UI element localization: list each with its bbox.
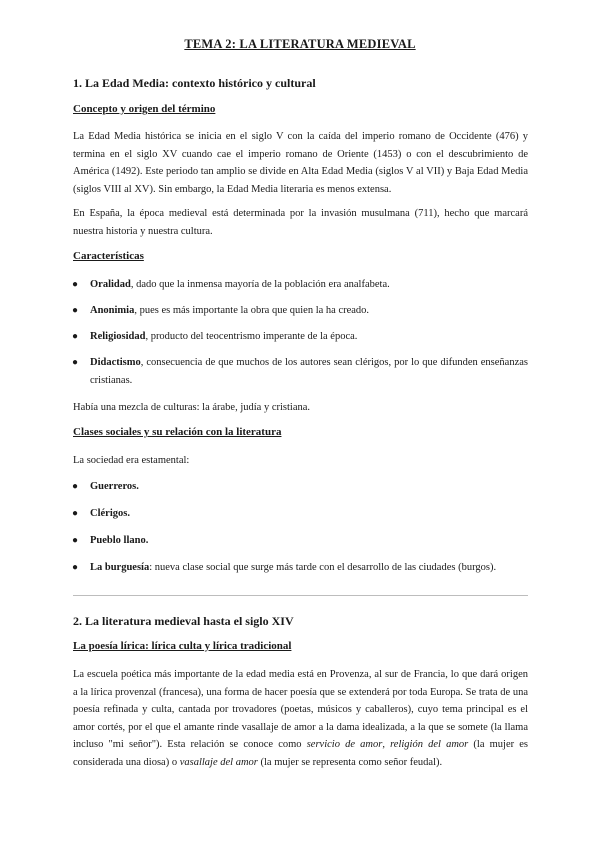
list-item: ● Guerreros.: [90, 478, 528, 496]
bullet-icon: ●: [72, 562, 79, 573]
bullet-icon: ●: [72, 535, 79, 546]
list-item: ● Pueblo llano.: [90, 532, 528, 550]
section-1-heading: 1. La Edad Media: contexto histórico y cultural: [73, 76, 316, 90]
document-title: TEMA 2: LA LITERATURA MEDIEVAL: [184, 37, 416, 51]
bullet-icon: ●: [72, 357, 79, 368]
list-item: ● La burguesía: nueva clase social que surge más tarde con el desarrollo de las ciudades (burgos).: [90, 559, 528, 577]
bullet-icon: ●: [72, 331, 79, 342]
concept-paragraph-1: La Edad Media histórica se inicia en el siglo V con la caída del imperio romano de Occidente (476) y termina en el siglo XV cuando cae el imperio romano de Oriente (1453) o con el descubrimiento de América (1492). Este periodo tan amplio se divide en Alta Edad Media (siglos V al VII) y Baja Edad Media (siglos VIII al XV). Sin embargo, la Edad Media literaria es menos extensa.: [73, 131, 528, 195]
list-item: ● Clérigos.: [90, 505, 528, 523]
bullet-icon: ●: [72, 481, 79, 492]
section-2-heading: 2. La literatura medieval hasta el siglo XIV: [73, 614, 294, 628]
list-item: ● Oralidad, dado que la inmensa mayoría de la población era analfabeta.: [90, 276, 528, 294]
list-item: ● Religiosidad, producto del teocentrismo imperante de la época.: [90, 328, 528, 346]
classes-heading: Clases sociales y su relación con la literatura: [73, 426, 282, 438]
concept-paragraph-2: En España, la época medieval está determinada por la invasión musulmana (711), hecho que marcará nuestra historia y nuestra cultura.: [73, 208, 528, 237]
lyric-paragraph: La escuela poética más importante de la edad media está en Provenza, al sur de Francia, lo que dará origen a la lírica provenzal (francesa), una forma de hacer poesía que se extenderá por toda Europa. Se trata de una poesía refinada y culta, cantada por trovadores (poetas, músicos y caballeros), cuyo tema principal es el amor cortés, por el que el amante rinde vasallaje de amor a la dama idealizada, a la que se somete (la llama incluso "mi señor"). Esta relación se conoce como servicio de amor, religión del amor (la mujer es considerada una diosa) o vasallaje del amor (la mujer se representa como señor feudal).: [73, 669, 529, 768]
classes-intro: La sociedad era estamental:: [73, 455, 190, 466]
bullet-icon: ●: [72, 279, 79, 290]
lyric-heading: La poesía lírica: lírica culta y lírica tradicional: [73, 640, 292, 652]
section-divider: [73, 595, 528, 596]
list-item: ● Didactismo, consecuencia de que muchos de los autores sean clérigos, por lo que difunden enseñanzas cristianas.: [90, 354, 528, 389]
bullet-icon: ●: [72, 305, 79, 316]
list-item: ● Anonimia, pues es más importante la obra que quien la ha creado.: [90, 302, 528, 320]
concept-heading: Concepto y origen del término: [73, 103, 216, 115]
characteristics-heading: Características: [73, 250, 144, 262]
cultures-paragraph: Había una mezcla de culturas: la árabe, judía y cristiana.: [73, 402, 311, 413]
bullet-icon: ●: [72, 508, 79, 519]
